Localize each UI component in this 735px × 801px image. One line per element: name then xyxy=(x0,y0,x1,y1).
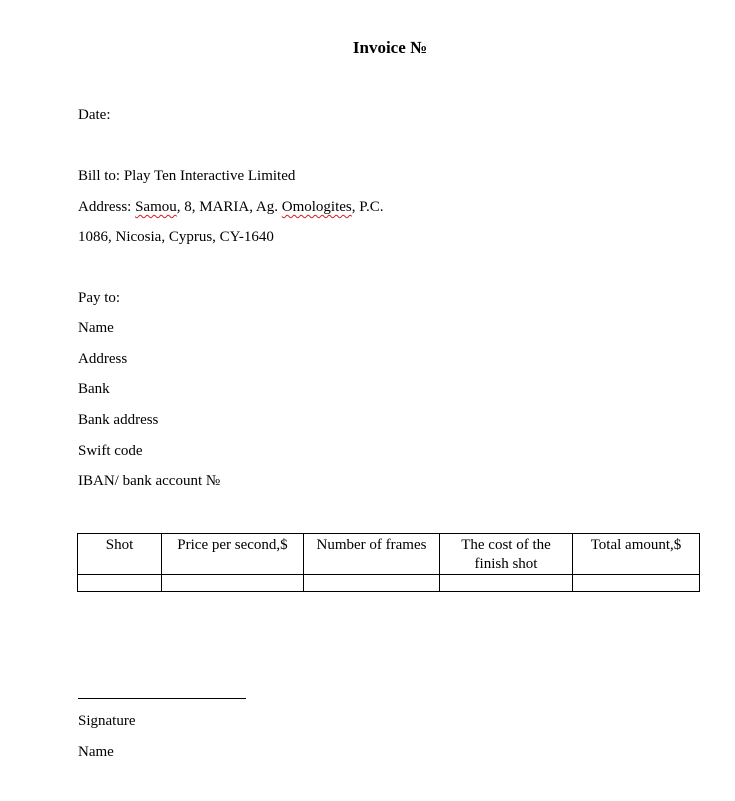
invoice-title: Invoice № xyxy=(352,38,428,57)
cell-price[interactable] xyxy=(162,575,304,592)
signature-label: Signature xyxy=(78,713,136,729)
header-frames: Number of frames xyxy=(304,534,440,575)
date-label: Date: xyxy=(78,107,111,123)
pay-to-bank-address: Bank address xyxy=(78,412,159,428)
cell-shot[interactable] xyxy=(78,575,162,592)
bill-to-address-line2: 1086, Nicosia, Cyprus, CY-1640 xyxy=(78,229,274,245)
cell-total[interactable] xyxy=(573,575,700,592)
invoice-table xyxy=(77,533,700,592)
pay-to-label: Pay to: xyxy=(78,290,121,306)
bill-to-line: Bill to: Play Ten Interactive Limited xyxy=(78,168,296,184)
signature-name-label: Name xyxy=(78,744,114,760)
spellcheck-word: Omologites xyxy=(281,199,352,215)
signature-line xyxy=(78,698,246,699)
pay-to-bank: Bank xyxy=(78,381,110,397)
pay-to-address: Address xyxy=(78,351,128,367)
bill-to-address: Address: Samou, 8, MARIA, Ag. Omologites, P.C. xyxy=(78,199,384,215)
pay-to-name: Name xyxy=(78,320,114,336)
table-header-row xyxy=(78,534,700,575)
header-shot: Shot xyxy=(78,534,162,575)
header-total: Total amount,$ xyxy=(573,534,700,575)
cell-frames[interactable] xyxy=(304,575,440,592)
spellcheck-word: Samou xyxy=(135,199,177,215)
header-price: Price per second,$ xyxy=(162,534,304,575)
pay-to-iban: IBAN/ bank account № xyxy=(78,473,221,489)
header-cost: The cost of the finish shot xyxy=(440,534,573,575)
pay-to-swift: Swift code xyxy=(78,443,143,459)
cell-cost[interactable] xyxy=(440,575,573,592)
table-row xyxy=(78,575,700,592)
